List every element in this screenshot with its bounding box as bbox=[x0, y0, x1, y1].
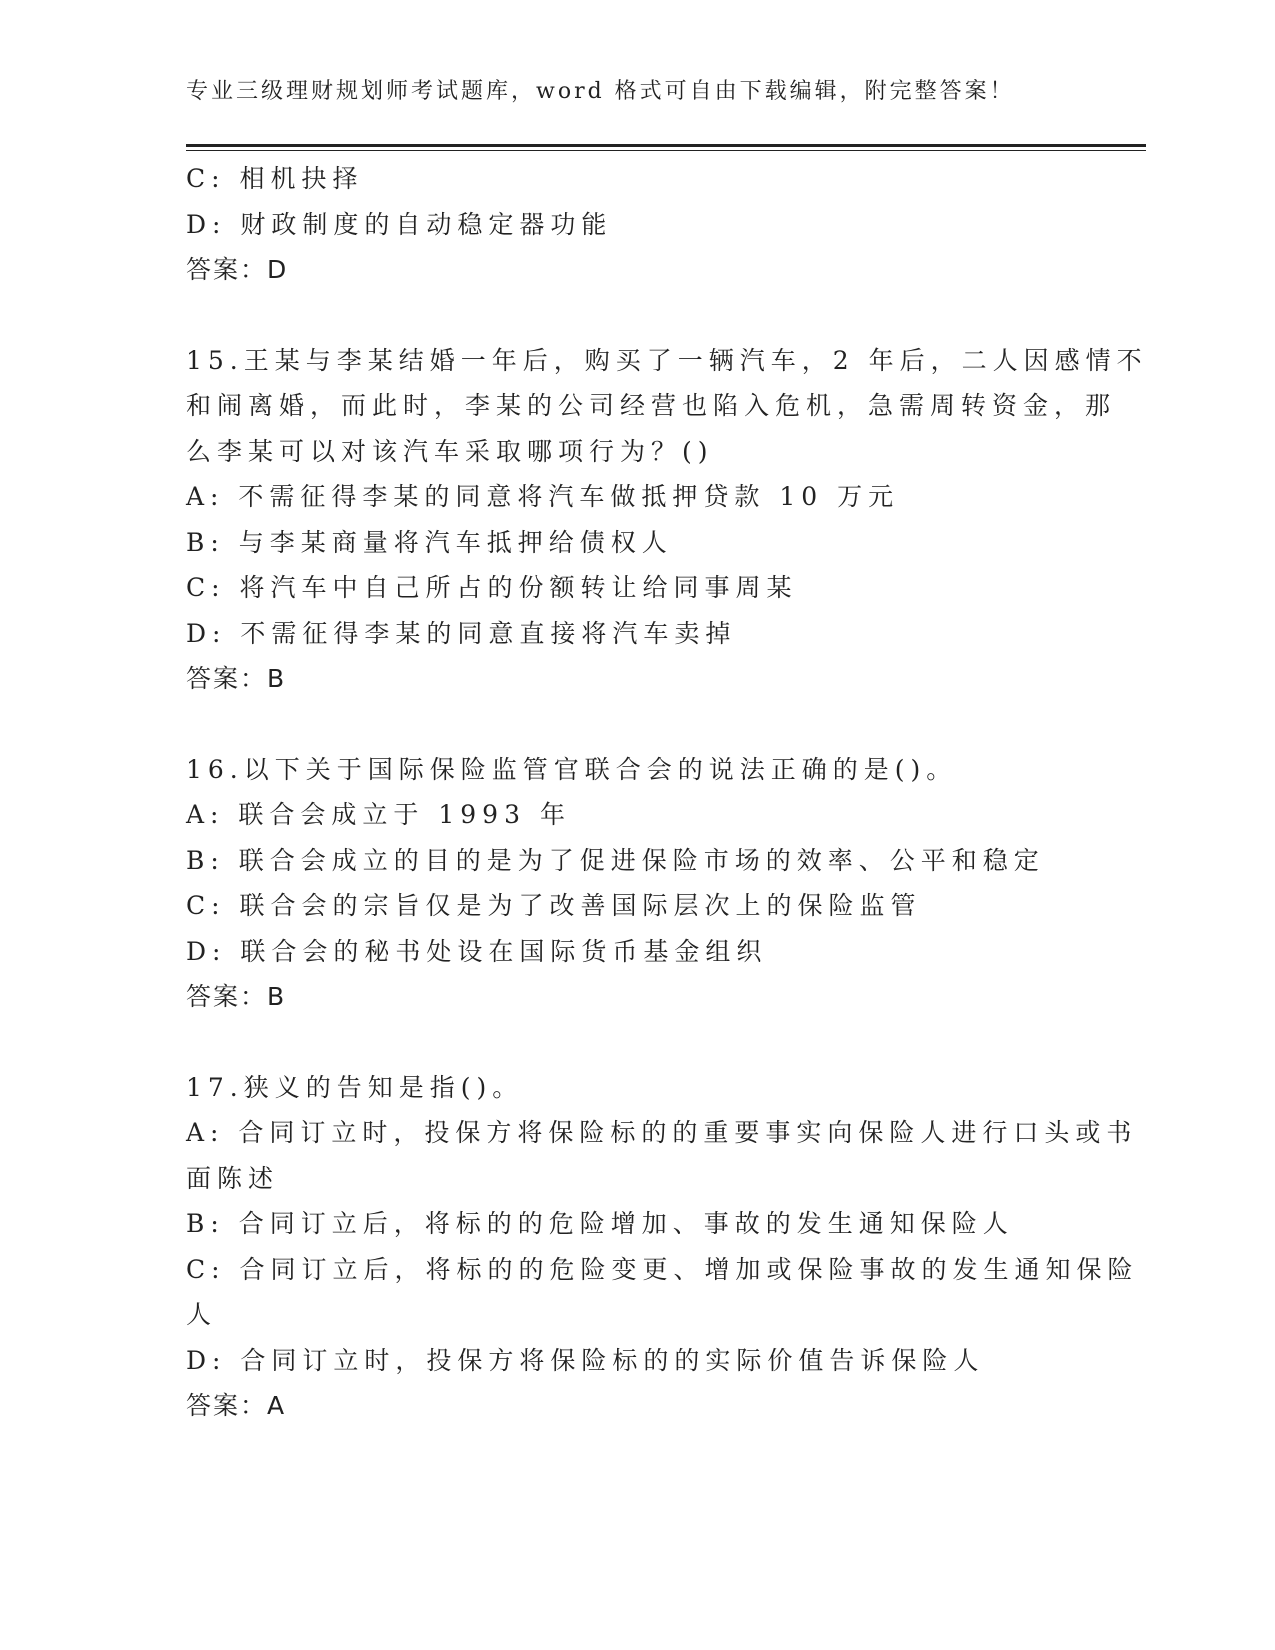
spacer bbox=[186, 702, 1086, 747]
header-rule-thin bbox=[186, 150, 1146, 151]
spacer bbox=[186, 293, 1086, 338]
q15-option-d: D: 不需征得李某的同意直接将汽车卖掉 bbox=[186, 618, 737, 648]
q15-stem-line-3: 么李某可以对该汽车采取哪项行为？() bbox=[186, 436, 714, 466]
page-header: 专业三级理财规划师考试题库，word 格式可自由下载编辑，附完整答案！ bbox=[186, 79, 1015, 104]
q15-option-c: C: 将汽车中自己所占的份额转让给同事周某 bbox=[186, 573, 798, 602]
q16-answer: 答案：B bbox=[186, 982, 287, 1011]
document-body bbox=[186, 156, 1148, 1429]
q14-option-d: D: 财政制度的自动稳定器功能 bbox=[186, 209, 613, 239]
q16-stem: 16.以下关于国际保险监管官联合会的说法正确的是()。 bbox=[186, 754, 958, 784]
q15-stem-line-2: 和闹离婚，而此时，李某的公司经营也陷入危机，急需周转资金，那 bbox=[186, 391, 1117, 420]
spacer bbox=[186, 1020, 1086, 1065]
q14-answer: 答案：D bbox=[186, 255, 289, 284]
q15-option-b: B: 与李某商量将汽车抵押给债权人 bbox=[186, 527, 673, 557]
q17-option-c-line-2: 人 bbox=[186, 1300, 218, 1329]
q17-option-d: D: 合同订立时，投保方将保险标的的实际价值告诉保险人 bbox=[186, 1345, 985, 1375]
q17-option-b: B: 合同订立后，将标的的危险增加、事故的发生通知保险人 bbox=[186, 1209, 1014, 1238]
q17-answer: 答案：A bbox=[186, 1391, 287, 1420]
q15-option-a: A: 不需征得李某的同意将汽车做抵押贷款 10 万元 bbox=[186, 482, 900, 511]
q15-answer: 答案：B bbox=[186, 664, 287, 693]
q15-stem-line-1: 15.王某与李某结婚一年后，购买了一辆汽车，2 年后，二人因感情不 bbox=[186, 345, 1148, 375]
q17-stem: 17.狭义的告知是指()。 bbox=[186, 1072, 524, 1102]
q17-option-a-line-2: 面陈述 bbox=[186, 1163, 280, 1193]
q17-option-a-line-1: A: 合同订立时，投保方将保险标的的重要事实向保险人进行口头或书 bbox=[186, 1118, 1138, 1147]
q16-option-c: C: 联合会的宗旨仅是为了改善国际层次上的保险监管 bbox=[186, 891, 922, 920]
q14-option-c: C: 相机抉择 bbox=[186, 164, 364, 193]
header-rule-thick bbox=[186, 144, 1146, 147]
q17-option-c-line-1: C: 合同订立后，将标的的危险变更、增加或保险事故的发生通知保险 bbox=[186, 1254, 1139, 1284]
q16-option-d: D: 联合会的秘书处设在国际货币基金组织 bbox=[186, 936, 768, 966]
q16-option-a: A: 联合会成立于 1993 年 bbox=[186, 800, 571, 829]
q16-option-b: B: 联合会成立的目的是为了促进保险市场的效率、公平和稳定 bbox=[186, 845, 1045, 875]
